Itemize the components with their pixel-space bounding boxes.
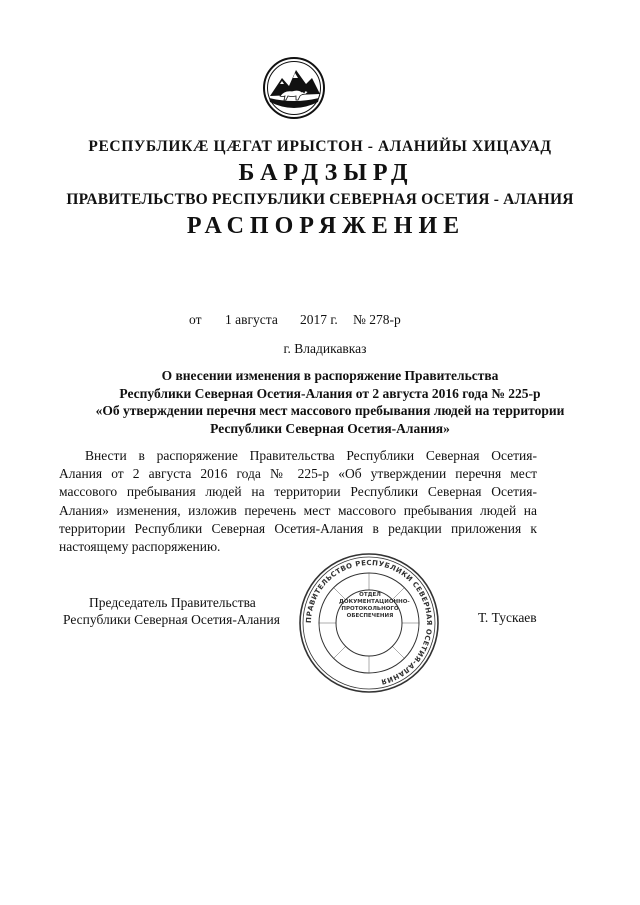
stamp-center-line: ДОКУМЕНТАЦИОННО- (339, 599, 410, 605)
title-line: «Об утверждении перечня мест массового пребывания людей на территории (95, 403, 565, 418)
stamp-center-line: ПРОТОКОЛЬНОГО (341, 606, 399, 612)
title-line: Республики Северная Осетия-Алания» (210, 420, 450, 436)
title-line: Республики Северная Осетия-Алания от 2 августа 2016 года № 225-р (119, 385, 541, 401)
header-russian-line: ПРАВИТЕЛЬСТВО РЕСПУБЛИКИ СЕВЕРНАЯ ОСЕТИЯ - АЛАНИЯ (66, 191, 574, 208)
date-day-month: 1 августа (225, 312, 278, 327)
city: г. Владикавказ (283, 341, 367, 356)
body-line: Внести в распоряжение Правительства Республики Северная Осетия- (85, 448, 537, 463)
body-line: настоящему распоряжению. (59, 539, 221, 555)
body-line: Алания» изменения, изложив перечень мест массового пребывания людей на (59, 502, 537, 518)
date-year: 2017 г. (300, 312, 338, 327)
document-number: № 278-р (353, 312, 401, 327)
header-bardzyrd: БАРДЗЫРД (238, 160, 414, 186)
stamp-ring-text: ПРАВИТЕЛЬСТВО РЕСПУБЛИКИ СЕВЕРНАЯ ОСЕТИЯ-АЛАНИЯ (304, 558, 434, 686)
stamp-center-line: ОБЕСПЕЧЕНИЯ (346, 613, 394, 619)
header-ossetian-line: РЕСПУБЛИКӔ ЦӔГАТ ИРЫСТОН - АЛАНИЙЫ ХИЦАУАД (88, 138, 552, 155)
coat-of-arms-emblem (262, 56, 326, 120)
official-stamp (298, 552, 440, 694)
stamp-center-line: ОТДЕЛ (359, 592, 381, 598)
signatory-position-line-1: Председатель Правительства (89, 595, 256, 610)
body-paragraph (59, 447, 537, 556)
body-line: территории Республики Северная Осетия-Алания в редакции приложения к (59, 520, 537, 536)
stamp-center-text (339, 592, 410, 620)
document-title (60, 367, 600, 437)
date-prefix: от (189, 312, 202, 327)
body-line: Алания от 2 августа 2016 года № 225-р «Об утверждении перечня мест (59, 466, 537, 482)
body-line: массового пребывания людей на территории Республики Северная Осетия- (59, 484, 537, 500)
signatory-position-line-2: Республики Северная Осетия-Алания (63, 612, 280, 627)
signatory-name: Т. Тускаев (478, 610, 537, 625)
title-line: О внесении изменения в распоряжение Правительства (161, 368, 499, 383)
header-rasporyazhenie: РАСПОРЯЖЕНИЕ (186, 213, 466, 239)
